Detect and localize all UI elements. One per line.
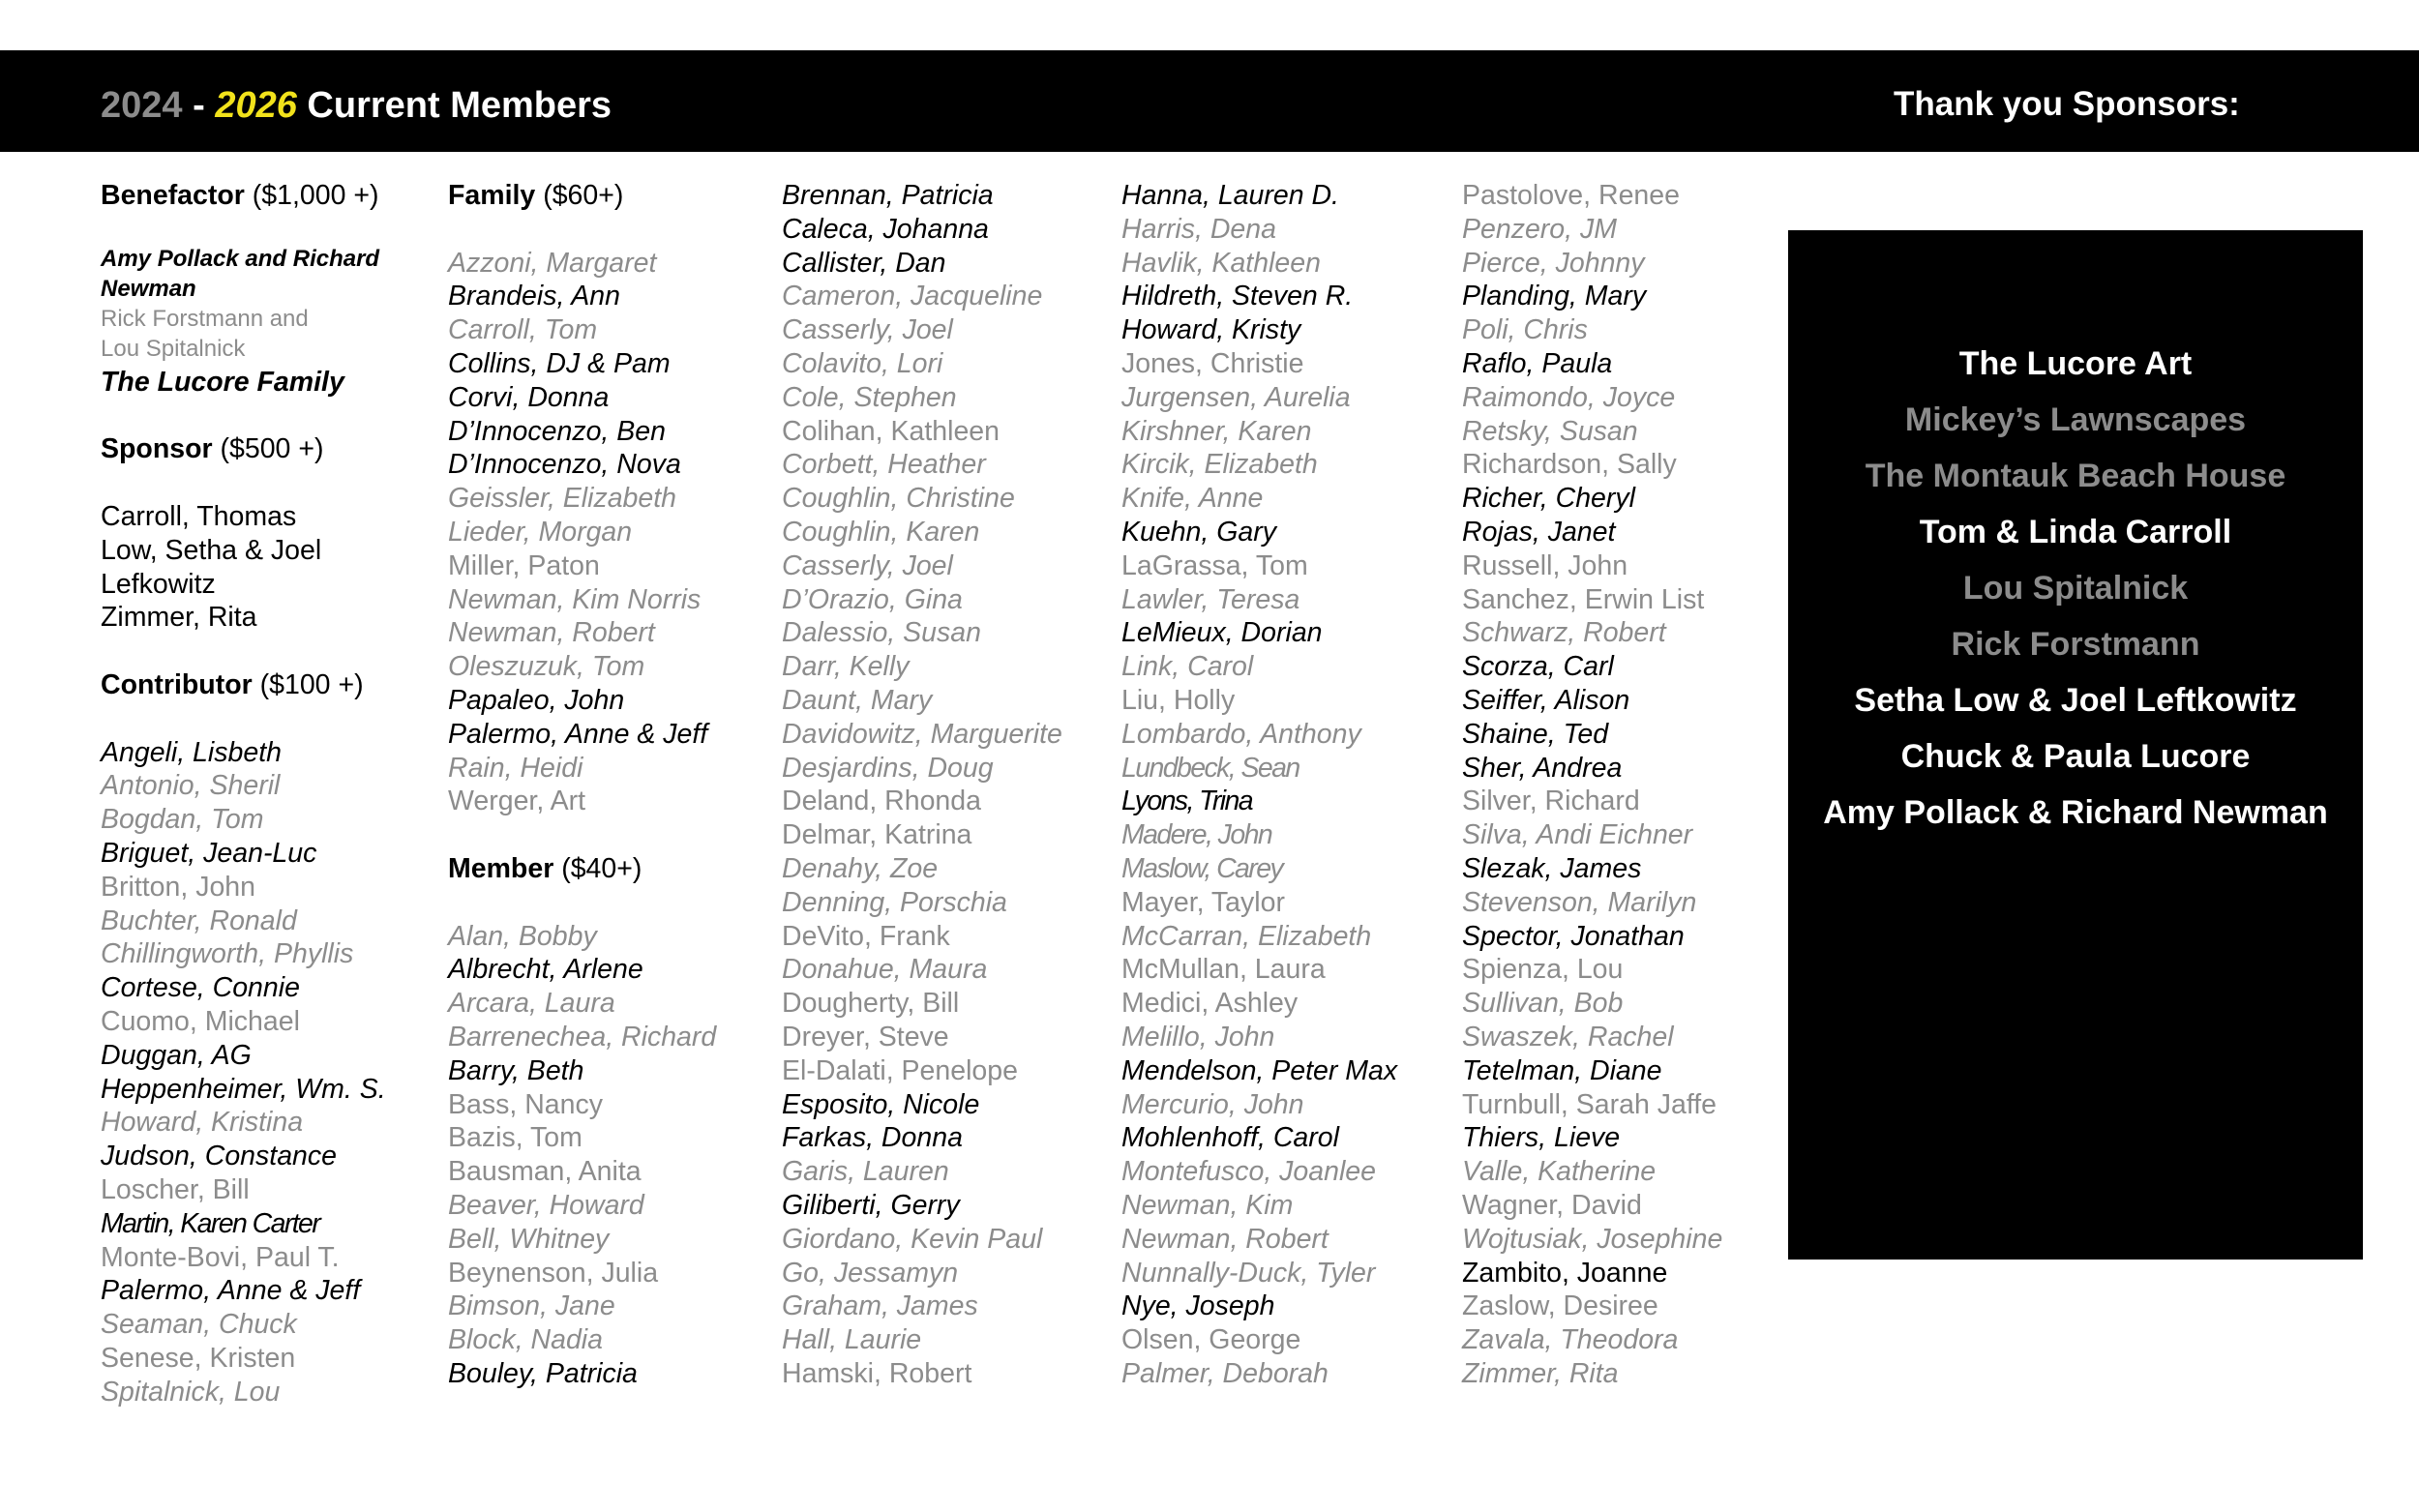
member-name: Beynenson, Julia: [448, 1257, 659, 1289]
member-name: Cole, Stephen: [782, 381, 957, 413]
member-name: Davidowitz, Marguerite: [782, 718, 1062, 750]
benefactor-heading: [101, 179, 386, 213]
member-list-3: [782, 179, 1062, 1391]
spacer: [101, 400, 386, 433]
family-label: Family: [448, 180, 536, 211]
member-name: Seiffer, Alison: [1462, 684, 1630, 716]
sponsor-name: Tom & Linda Carroll: [1919, 514, 2232, 550]
sponsor-name: The Montauk Beach House: [1865, 458, 2286, 494]
member-name: Colihan, Kathleen: [782, 415, 1000, 447]
member-name: Carroll, Tom: [448, 314, 598, 346]
member-name: Briguet, Jean-Luc: [101, 837, 317, 869]
member-name: Giordano, Kevin Paul: [782, 1223, 1043, 1255]
family-heading: [448, 179, 716, 213]
member-name: D’Orazio, Gina: [782, 583, 963, 615]
member-name: Pastolove, Renee: [1462, 180, 1680, 211]
member-name: Maslow, Carey: [1121, 852, 1283, 884]
member-name: Lou Spitalnick: [101, 335, 246, 362]
member-name: Lawler, Teresa: [1121, 583, 1300, 615]
member-name: Heppenheimer, Wm. S.: [101, 1073, 386, 1105]
member-name: Seaman, Chuck: [101, 1309, 297, 1341]
member-name: Silva, Andi Eichner: [1462, 819, 1693, 851]
member-name: Swaszek, Rachel: [1462, 1021, 1674, 1052]
member-name: Knife, Anne: [1121, 483, 1264, 515]
member-name: Bell, Whitney: [448, 1223, 610, 1255]
member-name: D’Innocenzo, Ben: [448, 415, 666, 447]
member-name: Sanchez, Erwin List: [1462, 583, 1705, 615]
member-name: Alan, Bobby: [448, 920, 597, 952]
column-5: [1462, 179, 1722, 1391]
member-name: Newman, Robert: [1121, 1223, 1329, 1255]
member-name: Corvi, Donna: [448, 381, 610, 413]
member-name: Corbett, Heather: [782, 449, 986, 481]
member-name: Raflo, Paula: [1462, 347, 1613, 379]
member-name: Lefkowitz: [101, 568, 216, 600]
member-name: Carroll, Thomas: [101, 500, 297, 532]
member-name: Casserly, Joel: [782, 314, 953, 346]
member-name: Low, Setha & Joel: [101, 534, 322, 566]
member-name: Shaine, Ted: [1462, 718, 1609, 750]
contributor-label: Contributor: [101, 668, 253, 700]
member-name: Russell, John: [1462, 549, 1628, 581]
member-name: Deland, Rhonda: [782, 786, 981, 817]
year-start: 2024: [101, 85, 183, 126]
member-name: Daunt, Mary: [782, 684, 933, 716]
member-name: Palmer, Deborah: [1121, 1357, 1329, 1389]
lucore-family: The Lucore Family: [101, 366, 344, 398]
member-name: Mendelson, Peter Max: [1121, 1054, 1398, 1086]
member-name: Beaver, Howard: [448, 1189, 644, 1221]
member-name: Cameron, Jacqueline: [782, 281, 1043, 312]
member-name: Angeli, Lisbeth: [101, 736, 282, 768]
member-name: Zimmer, Rita: [101, 602, 257, 634]
member-name: Lundbeck, Sean: [1121, 752, 1299, 784]
member-name: Britton, John: [101, 871, 256, 903]
member-name: Block, Nadia: [448, 1324, 603, 1356]
member-name: Geissler, Elizabeth: [448, 483, 677, 515]
member-name: Bass, Nancy: [448, 1088, 603, 1120]
member-name: LaGrassa, Tom: [1121, 549, 1308, 581]
member-name: Stevenson, Marilyn: [1462, 886, 1697, 918]
member-name: Kirshner, Karen: [1121, 415, 1312, 447]
year-dash: -: [182, 85, 216, 126]
member-name: Graham, James: [782, 1290, 978, 1322]
member-name: Lyons, Trina: [1121, 786, 1252, 817]
member-name: Nunnally-Duck, Tyler: [1121, 1257, 1376, 1289]
member-name: Werger, Art: [448, 786, 586, 817]
member-name: Rain, Heidi: [448, 752, 583, 784]
member-heading: [448, 852, 716, 886]
member-name: Scorza, Carl: [1462, 651, 1614, 683]
member-name: Bausman, Anita: [448, 1156, 642, 1188]
member-name: LeMieux, Dorian: [1121, 617, 1323, 649]
member-name: Silver, Richard: [1462, 786, 1640, 817]
member-name: Sullivan, Bob: [1462, 988, 1624, 1020]
member-name: Denning, Porschia: [782, 886, 1007, 918]
column-2: [448, 179, 716, 1391]
member-name: Cortese, Connie: [101, 972, 300, 1004]
member-name: Hall, Laurie: [782, 1324, 922, 1356]
member-name: Denahy, Zoe: [782, 852, 939, 884]
member-name: Howard, Kristina: [101, 1107, 304, 1139]
member-name: Spienza, Lou: [1462, 954, 1624, 986]
member-name: Newman, Kim Norris: [448, 583, 702, 615]
member-name: Medici, Ashley: [1121, 988, 1299, 1020]
member-name: Hamski, Robert: [782, 1357, 972, 1389]
column-3: [782, 179, 1062, 1391]
member-name: Richer, Cheryl: [1462, 483, 1635, 515]
member-name: Duggan, AG: [101, 1039, 252, 1071]
member-name: Newman, Kim: [1121, 1189, 1294, 1221]
member-name: Raimondo, Joyce: [1462, 381, 1676, 413]
member-name: Kuehn, Gary: [1121, 516, 1277, 548]
member-name: Retsky, Susan: [1462, 415, 1638, 447]
column-4: [1121, 179, 1397, 1391]
member-name: Wojtusiak, Josephine: [1462, 1223, 1723, 1255]
member-name: Mohlenhoff, Carol: [1121, 1122, 1339, 1154]
sponsors-title: Thank you Sponsors:: [1894, 85, 2240, 123]
member-name: Harris, Dena: [1121, 213, 1276, 245]
member-name: Dougherty, Bill: [782, 988, 960, 1020]
benefactor-list: [101, 244, 386, 364]
member-name: Dreyer, Steve: [782, 1021, 949, 1052]
member-name: Dalessio, Susan: [782, 617, 981, 649]
member-name: Newman, Robert: [448, 617, 655, 649]
member-name: Jones, Christie: [1121, 347, 1304, 379]
sponsor-amount: ($500 +): [212, 433, 324, 465]
member-list-4: [1121, 179, 1397, 1391]
sponsor-name: Rick Forstmann: [1951, 626, 2200, 663]
member-name: Hildreth, Steven R.: [1121, 281, 1354, 312]
member-name: McCarran, Elizabeth: [1121, 920, 1372, 952]
member-name: Lieder, Morgan: [448, 516, 633, 548]
member-name: Spitalnick, Lou: [101, 1376, 281, 1408]
year-end: 2026: [215, 85, 297, 126]
member-name: Delmar, Katrina: [782, 819, 972, 851]
member-name: Giliberti, Gerry: [782, 1189, 960, 1221]
member-list: [448, 920, 716, 1391]
sponsor-name: Lou Spitalnick: [1962, 570, 2189, 607]
member-name: Caleca, Johanna: [782, 213, 989, 245]
member-name: Amy Pollack and Richard: [101, 245, 380, 272]
member-name: Go, Jessamyn: [782, 1257, 959, 1289]
member-name: Azzoni, Margaret: [448, 247, 657, 279]
member-name: Chillingworth, Phyllis: [101, 938, 354, 970]
member-name: Palermo, Anne & Jeff: [448, 718, 708, 750]
member-name: Coughlin, Christine: [782, 483, 1015, 515]
member-name: Farkas, Donna: [782, 1122, 963, 1154]
member-name: McMullan, Laura: [1121, 954, 1326, 986]
member-name: Rick Forstmann and: [101, 305, 309, 332]
member-name: Sher, Andrea: [1462, 752, 1623, 784]
member-name: Planding, Mary: [1462, 281, 1647, 312]
member-name: Link, Carol: [1121, 651, 1254, 683]
member-name: Bouley, Patricia: [448, 1357, 638, 1389]
sponsors-box: [1788, 230, 2363, 1260]
member-name: Tetelman, Diane: [1462, 1054, 1662, 1086]
member-name: Loscher, Bill: [101, 1173, 250, 1205]
member-name: Madere, John: [1121, 819, 1272, 851]
member-name: Miller, Paton: [448, 549, 600, 581]
member-name: Newman: [101, 275, 196, 302]
member-name: Albrecht, Arlene: [448, 954, 643, 986]
member-name: DeVito, Frank: [782, 920, 950, 952]
member-name: Montefusco, Joanlee: [1121, 1156, 1376, 1188]
sponsor-heading: [101, 432, 386, 466]
family-list: [448, 247, 716, 819]
member-name: Schwarz, Robert: [1462, 617, 1666, 649]
member-name: Pierce, Johnny: [1462, 247, 1645, 279]
member-name: Brandeis, Ann: [448, 281, 620, 312]
sponsors-list: [1788, 336, 2363, 841]
sponsor-name: Mickey’s Lawnscapes: [1904, 401, 2247, 438]
member-name: Bimson, Jane: [448, 1290, 615, 1322]
member-name: Kircik, Elizabeth: [1121, 449, 1318, 481]
member-name: Barrenechea, Richard: [448, 1021, 717, 1052]
benefactor-label: Benefactor: [101, 180, 245, 211]
member-name: Esposito, Nicole: [782, 1088, 980, 1120]
member-name: Turnbull, Sarah Jaffe: [1462, 1088, 1717, 1120]
header-band: [0, 50, 2419, 152]
member-name: Brennan, Patricia: [782, 180, 994, 211]
sponsor-label: Sponsor: [101, 433, 213, 465]
member-name: Zambito, Joanne: [1462, 1257, 1668, 1289]
spacer: [101, 213, 386, 244]
member-name: Callister, Dan: [782, 247, 946, 279]
member-name: Buchter, Ronald: [101, 904, 297, 936]
member-name: Colavito, Lori: [782, 347, 943, 379]
member-name: Arcara, Laura: [448, 988, 615, 1020]
member-name: Penzero, JM: [1462, 213, 1617, 245]
member-name: Wagner, David: [1462, 1189, 1642, 1221]
member-name: Zaslow, Desiree: [1462, 1290, 1658, 1322]
member-name: Rojas, Janet: [1462, 516, 1616, 548]
sponsor-name: Amy Pollack & Richard Newman: [1823, 794, 2328, 831]
spacer: [448, 886, 716, 920]
spacer: [101, 635, 386, 668]
member-name: Melillo, John: [1121, 1021, 1275, 1052]
contributor-heading: [101, 668, 386, 702]
member-name: El-Dalati, Penelope: [782, 1054, 1018, 1086]
member-name: Mayer, Taylor: [1121, 886, 1285, 918]
member-name: Zimmer, Rita: [1462, 1357, 1619, 1389]
member-name: Collins, DJ & Pam: [448, 347, 671, 379]
sponsor-name: Chuck & Paula Lucore: [1900, 738, 2251, 775]
member-name: Senese, Kristen: [101, 1342, 296, 1374]
member-name: Bogdan, Tom: [101, 804, 264, 836]
member-label: Member: [448, 852, 554, 884]
member-name: Donahue, Maura: [782, 954, 988, 986]
contributor-list: [101, 736, 386, 1409]
member-name: Coughlin, Karen: [782, 516, 980, 548]
member-name: D’Innocenzo, Nova: [448, 449, 681, 481]
member-name: Poli, Chris: [1462, 314, 1588, 346]
member-amount: ($40+): [553, 852, 642, 884]
member-name: Zavala, Theodora: [1462, 1324, 1679, 1356]
spacer: [101, 702, 386, 736]
member-name: Desjardins, Doug: [782, 752, 994, 784]
member-name: Bazis, Tom: [448, 1122, 582, 1154]
spacer: [448, 213, 716, 247]
member-name: Antonio, Sheril: [101, 770, 281, 802]
member-name: Lombardo, Anthony: [1121, 718, 1361, 750]
member-name: Oleszuzuk, Tom: [448, 651, 645, 683]
contributor-amount: ($100 +): [252, 668, 364, 700]
member-name: Hanna, Lauren D.: [1121, 180, 1339, 211]
member-name: Darr, Kelly: [782, 651, 910, 683]
sponsor-name: The Lucore Art: [1958, 345, 2193, 382]
sponsor-list: [101, 500, 386, 635]
member-name: Martin, Karen Carter: [101, 1207, 320, 1239]
page-title: [101, 85, 612, 127]
member-name: Judson, Constance: [101, 1141, 337, 1172]
member-name: Liu, Holly: [1121, 684, 1236, 716]
member-name: Slezak, James: [1462, 852, 1642, 884]
member-list-5: [1462, 179, 1722, 1391]
member-name: Casserly, Joel: [782, 549, 953, 581]
member-name: Havlik, Kathleen: [1121, 247, 1321, 279]
column-1: [101, 179, 386, 1409]
member-name: Papaleo, John: [448, 684, 625, 716]
member-name: Thiers, Lieve: [1462, 1122, 1621, 1154]
spacer: [101, 466, 386, 500]
member-name: Garis, Lauren: [782, 1156, 949, 1188]
member-name: Cuomo, Michael: [101, 1005, 300, 1037]
member-name: Richardson, Sally: [1462, 449, 1677, 481]
spacer: [448, 818, 716, 852]
member-name: Olsen, George: [1121, 1324, 1301, 1356]
member-name: Monte-Bovi, Paul T.: [101, 1241, 340, 1273]
member-name: Nye, Joseph: [1121, 1290, 1275, 1322]
family-amount: ($60+): [535, 180, 624, 211]
benefactor-amount: ($1,000 +): [244, 180, 379, 211]
member-name: Mercurio, John: [1121, 1088, 1304, 1120]
member-name: Valle, Katherine: [1462, 1156, 1657, 1188]
member-name: Barry, Beth: [448, 1054, 584, 1086]
title-rest: Current Members: [296, 85, 612, 126]
member-name: Jurgensen, Aurelia: [1121, 381, 1351, 413]
sponsor-name: Setha Low & Joel Leftkowitz: [1854, 682, 2297, 719]
member-name: Spector, Jonathan: [1462, 920, 1685, 952]
member-name: Howard, Kristy: [1121, 314, 1301, 346]
member-name: Palermo, Anne & Jeff: [101, 1275, 361, 1307]
